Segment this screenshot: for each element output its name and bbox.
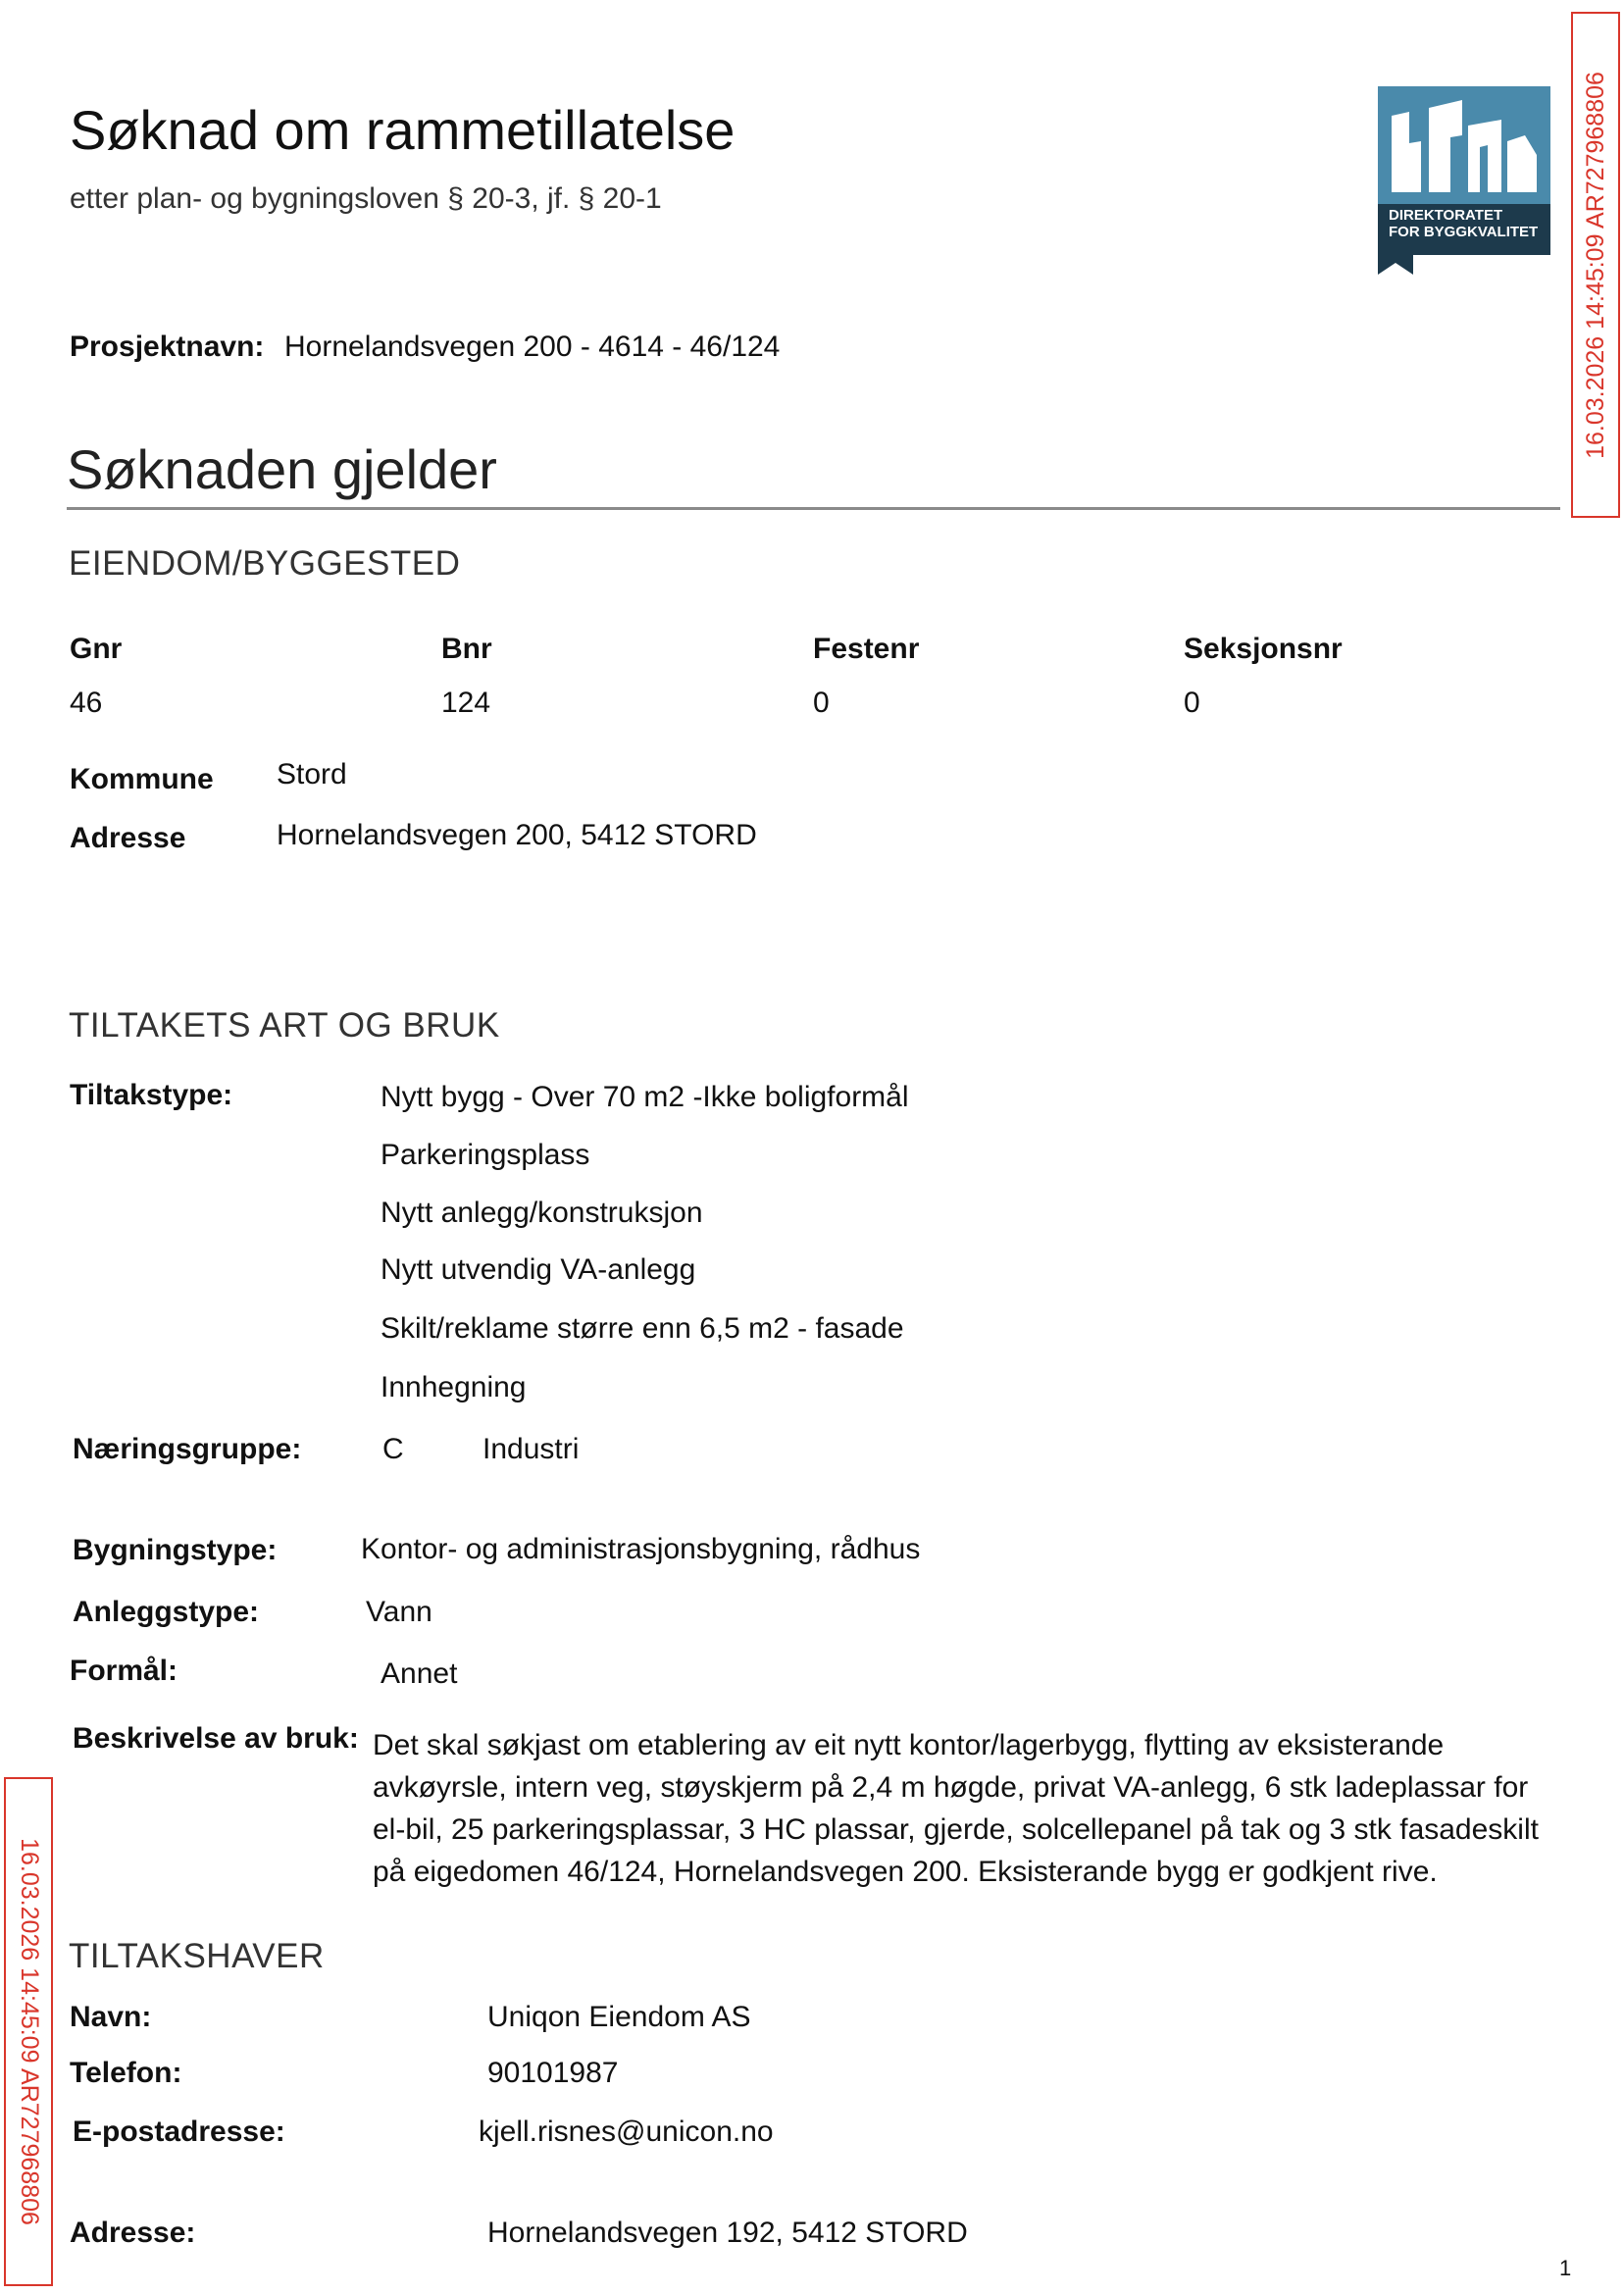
tiltak-heading: TILTAKETS ART OG BRUK (69, 1006, 500, 1045)
gnr-label: Gnr (70, 633, 123, 665)
tiltakshaver-adresse-label: Adresse: (70, 2217, 196, 2249)
kommune-label: Kommune (70, 763, 214, 795)
tiltakstype-item: Innhegning (381, 1371, 527, 1403)
beskrivelse-value: Det skal søkjast om etablering av eit nytt kontor/lagerbygg, flytting av eksisterande avkøyrsle, intern veg, støyskjerm på 2,4 m høgde, privat VA-anlegg, 6 stk ladeplassar for el-bil, 25 parkeringsplassar, 3 HC plassar, gjerde, solcellepanel på tak og 3 stk fasadeskilt på eigedomen 46/124, Hornelandsvegen 200. Eksisterande bygg er godkjent rive. (373, 1729, 1539, 1888)
tiltakshaver-adresse-value: Hornelandsvegen 192, 5412 STORD (487, 2217, 968, 2249)
tiltakstype-item: Skilt/reklame større enn 6,5 m2 - fasade (381, 1312, 904, 1345)
naeringsgruppe-label: Næringsgruppe: (73, 1433, 302, 1465)
receipt-stamp-side: 16.03.2026 14:45:09 AR727968806 (4, 1777, 53, 2286)
kommune-value: Stord (277, 758, 347, 790)
tiltakshaver-heading: TILTAKSHAVER (69, 1937, 325, 1975)
dibk-logo (1378, 86, 1550, 275)
tiltakstype-item: Nytt bygg - Over 70 m2 -Ikke boligformål (381, 1081, 909, 1113)
naeringsgruppe-value: Industri (482, 1433, 580, 1465)
document-title: Søknad om rammetillatelse (70, 99, 736, 161)
project-value: Hornelandsvegen 200 - 4614 - 46/124 (284, 331, 781, 363)
adresse-value: Hornelandsvegen 200, 5412 STORD (277, 819, 757, 851)
telefon-value: 90101987 (487, 2057, 619, 2089)
seksjonsnr-value: 0 (1184, 687, 1200, 719)
festenr-label: Festenr (813, 633, 920, 665)
project-label: Prosjektnavn: (70, 331, 265, 363)
anleggstype-label: Anleggstype: (73, 1596, 260, 1628)
beskrivelse-label: Beskrivelse av bruk: (73, 1722, 359, 1755)
navn-value: Uniqon Eiendom AS (487, 2001, 751, 2033)
logo-text: DIREKTORATET FOR BYGGKVALITET (1389, 207, 1539, 240)
tiltakstype-item: Nytt anlegg/konstruksjon (381, 1197, 703, 1229)
seksjonsnr-label: Seksjonsnr (1184, 633, 1343, 665)
section-divider (67, 507, 1560, 510)
festenr-value: 0 (813, 687, 830, 719)
document-subtitle: etter plan- og bygningsloven § 20-3, jf. § 20-1 (70, 182, 662, 215)
gnr-value: 46 (70, 687, 103, 719)
receipt-stamp-top: 16.03.2026 14:45:09 AR727968806 (1571, 12, 1620, 518)
formal-label: Formål: (70, 1655, 178, 1687)
bnr-value: 124 (441, 687, 491, 719)
telefon-label: Telefon: (70, 2057, 182, 2089)
naeringsgruppe-code: C (382, 1433, 404, 1465)
epost-value: kjell.risnes@unicon.no (479, 2116, 774, 2148)
section-title: Søknaden gjelder (67, 438, 497, 500)
anleggstype-value: Vann (366, 1596, 432, 1628)
tiltakstype-item: Nytt utvendig VA-anlegg (381, 1253, 696, 1286)
navn-label: Navn: (70, 2001, 152, 2033)
bygningstype-label: Bygningstype: (73, 1534, 278, 1566)
formal-value: Annet (381, 1657, 458, 1690)
adresse-label: Adresse (70, 822, 186, 854)
tiltakstype-item: Parkeringsplass (381, 1139, 590, 1171)
page-number: 1 (1559, 2256, 1572, 2280)
bnr-label: Bnr (441, 633, 492, 665)
epost-label: E-postadresse: (73, 2116, 285, 2148)
tiltakstype-label: Tiltakstype: (70, 1079, 233, 1111)
bygningstype-value: Kontor- og administrasjonsbygning, rådhus (361, 1533, 921, 1565)
eiendom-heading: EIENDOM/BYGGESTED (69, 544, 461, 583)
